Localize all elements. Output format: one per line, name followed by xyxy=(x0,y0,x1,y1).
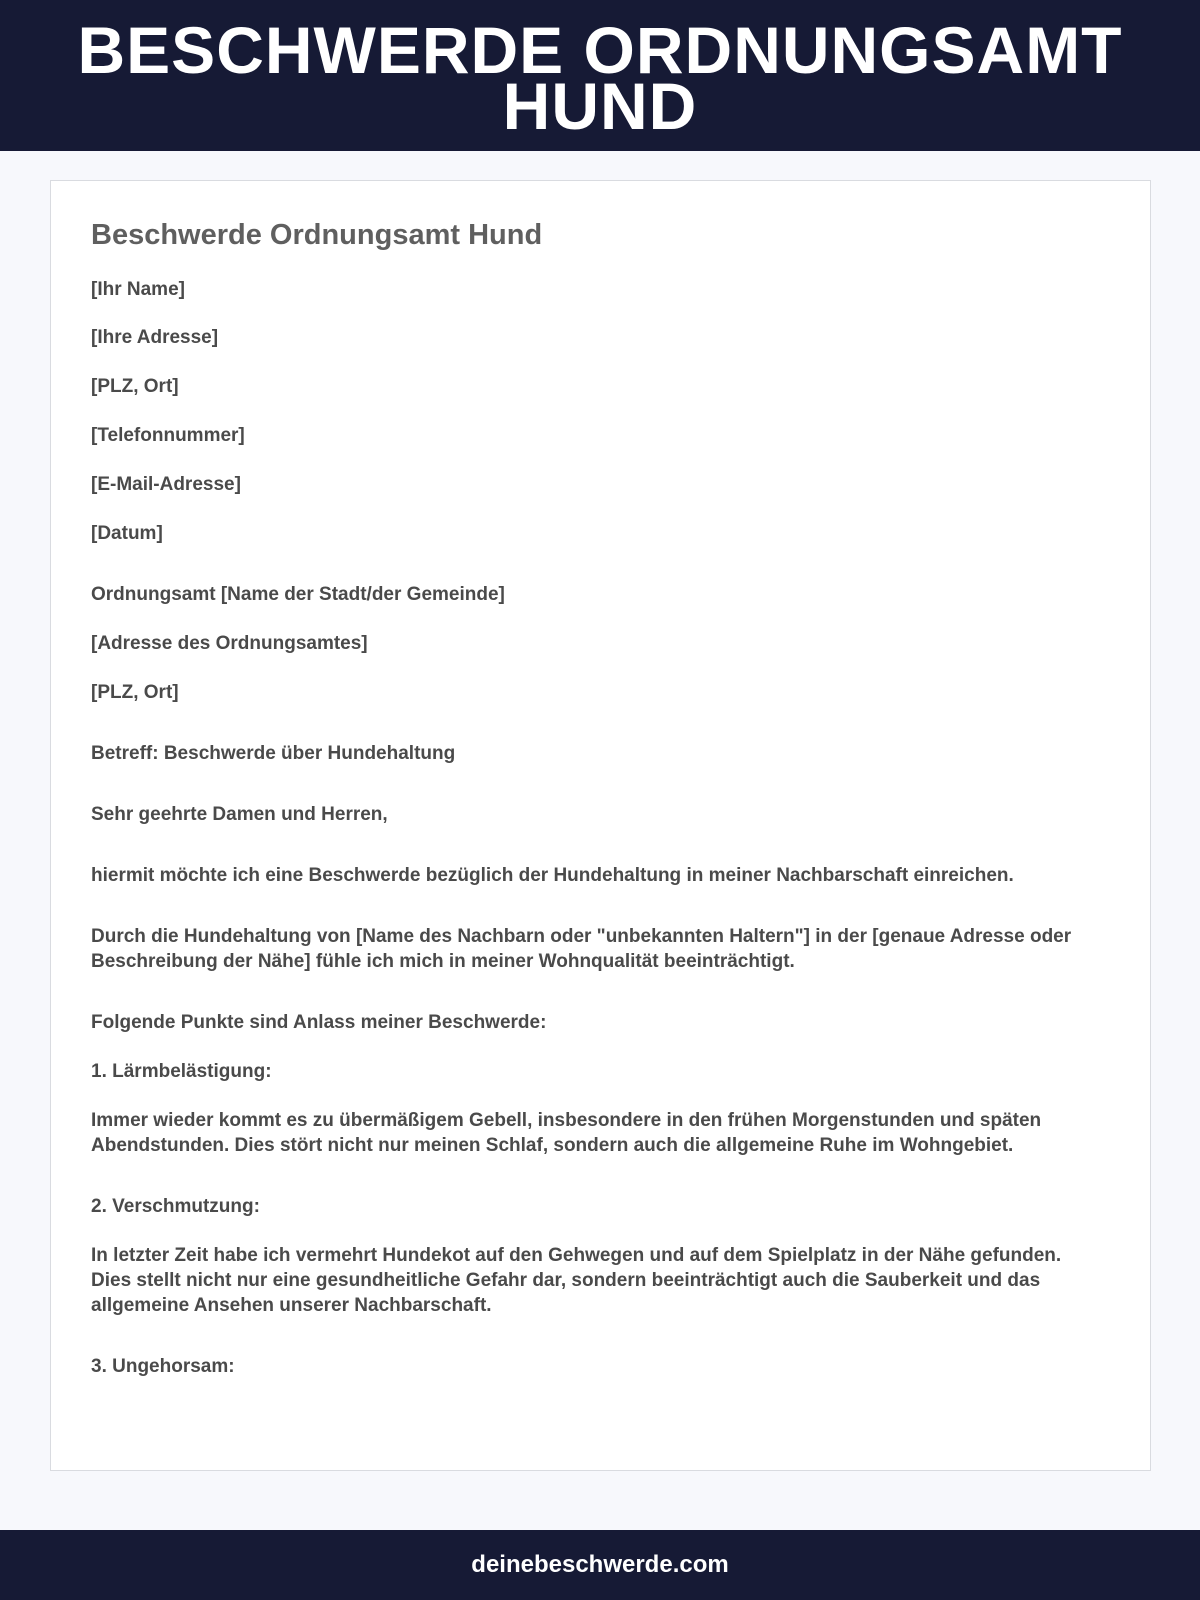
sender-email: [E-Mail-Adresse] xyxy=(91,474,241,495)
sender-address: [Ihre Adresse] xyxy=(91,327,219,348)
point-heading: 2. Verschmutzung: xyxy=(91,1196,260,1217)
banner-title: BESCHWERDE ORDNUNGSAMT HUND xyxy=(77,12,1123,143)
subject-line: Betreff: Beschwerde über Hundehaltung xyxy=(91,743,456,764)
header-banner xyxy=(0,0,1200,151)
footer-site-link[interactable]: deinebeschwerde.com xyxy=(471,1551,729,1578)
point-heading: 1. Lärmbelästigung: xyxy=(91,1061,272,1082)
sender-name: [Ihr Name] xyxy=(91,279,185,300)
recipient-address: [Adresse des Ordnungsamtes] xyxy=(91,633,368,654)
recipient-office: Ordnungsamt [Name der Stadt/der Gemeinde] xyxy=(91,584,505,605)
sender-zip-city: [PLZ, Ort] xyxy=(91,376,179,397)
letter-date: [Datum] xyxy=(91,523,163,544)
footer-bar xyxy=(0,1530,1200,1600)
letter-document xyxy=(50,180,1151,1471)
point-text: Immer wieder kommt es zu übermäßigem Gebell, insbesondere in den frühen Morgenstunden und späten Abendstunden. Dies stört nicht nur meinen Schlaf, sondern auch die allgemeine Ruhe im Wohngebiet. xyxy=(91,1110,1042,1156)
context-paragraph: Durch die Hundehaltung von [Name des Nachbarn oder "unbekannten Haltern"] in der [genaue Adresse oder Beschreibung der Nähe] fühle ich mich in meiner Wohnqualität beeinträchtigt. xyxy=(91,926,1072,972)
document-title: Beschwerde Ordnungsamt Hund xyxy=(91,219,543,251)
recipient-zip-city: [PLZ, Ort] xyxy=(91,682,179,703)
point-text: In letzter Zeit habe ich vermehrt Hundekot auf den Gehwegen und auf dem Spielplatz in der Nähe gefunden. Dies stellt nicht nur eine gesundheitliche Gefahr dar, sondern beeinträchtigt auch die Sauberkeit und das allgemeine Ansehen unserer Nachbarschaft. xyxy=(91,1245,1062,1316)
points-intro: Folgende Punkte sind Anlass meiner Beschwerde: xyxy=(91,1012,547,1033)
intro-paragraph: hiermit möchte ich eine Beschwerde bezüglich der Hundehaltung in meiner Nachbarschaft einreichen. xyxy=(91,865,1014,886)
point-heading: 3. Ungehorsam: xyxy=(91,1356,235,1377)
salutation: Sehr geehrte Damen und Herren, xyxy=(91,804,388,825)
sender-phone: [Telefonnummer] xyxy=(91,425,245,446)
